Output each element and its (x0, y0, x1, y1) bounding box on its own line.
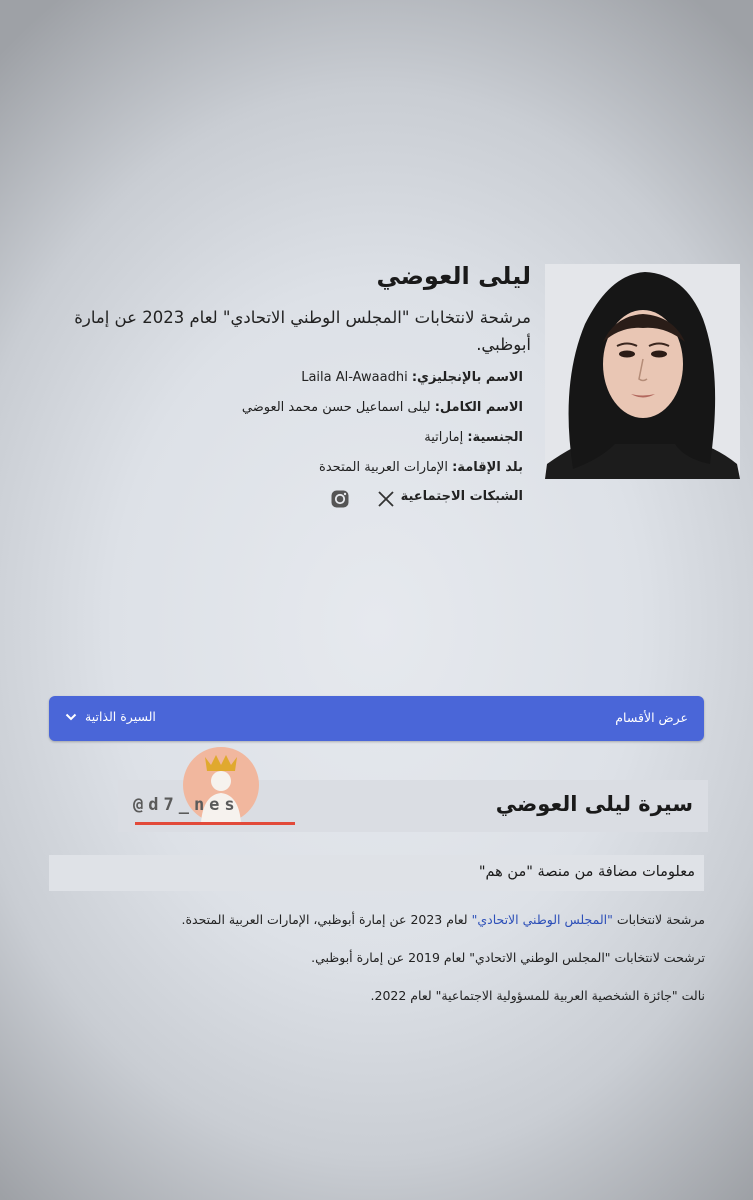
instagram-icon[interactable] (329, 488, 351, 510)
majlis-link[interactable]: "المجلس الوطني الاتحادي" (471, 912, 613, 927)
watermark-underline (135, 822, 295, 825)
show-sections-label: عرض الأقسام (615, 710, 688, 725)
bio-line-1-prefix: مرشحة لانتخابات (612, 912, 705, 927)
info-label: بلد الإقامة: (452, 460, 523, 475)
info-row-full-name (242, 400, 523, 415)
current-section-label: السيرة الذاتية (85, 709, 156, 724)
info-row-english-name (301, 370, 523, 385)
profile-name: ليلى العوضي (376, 262, 531, 290)
info-row-residence (319, 460, 523, 475)
added-info-text: معلومات مضافة من منصة "من هم" (478, 864, 695, 880)
bio-line-2: ترشحت لانتخابات "المجلس الوطني الاتحادي" لعام 2019 عن إمارة أبوظبي. (311, 950, 705, 965)
x-icon[interactable] (375, 488, 397, 510)
social-networks-label: الشبكات الاجتماعية (400, 489, 523, 504)
bio-line-3: نالت "جائزة الشخصية العربية للمسؤولية الاجتماعية" لعام 2022. (370, 988, 705, 1003)
info-label: الجنسية: (467, 430, 523, 445)
watermark-handle: @d7_nes (133, 795, 240, 815)
info-label: الاسم الكامل: (434, 400, 523, 415)
bio-line-1-suffix: لعام 2023 عن إمارة أبوظبي، الإمارات العربية المتحدة. (181, 912, 472, 927)
profile-photo (545, 264, 740, 479)
sections-bar (49, 696, 704, 741)
info-value: Laila Al-Awaadhi (301, 370, 408, 385)
info-value: الإمارات العربية المتحدة (319, 460, 448, 475)
current-section-dropdown[interactable] (65, 709, 156, 724)
info-row-nationality (424, 430, 523, 445)
info-label: الاسم بالإنجليزي: (411, 370, 523, 385)
chevron-down-icon (65, 712, 77, 722)
profile-subtitle: مرشحة لانتخابات "المجلس الوطني الاتحادي" لعام 2023 عن إمارة أبوظبي. (74, 308, 531, 354)
info-value: إماراتية (424, 430, 464, 445)
info-value: ليلى اسماعيل حسن محمد العوضي (241, 400, 431, 415)
bio-title: سيرة ليلى العوضي (495, 792, 693, 816)
bio-line-1 (182, 912, 706, 927)
